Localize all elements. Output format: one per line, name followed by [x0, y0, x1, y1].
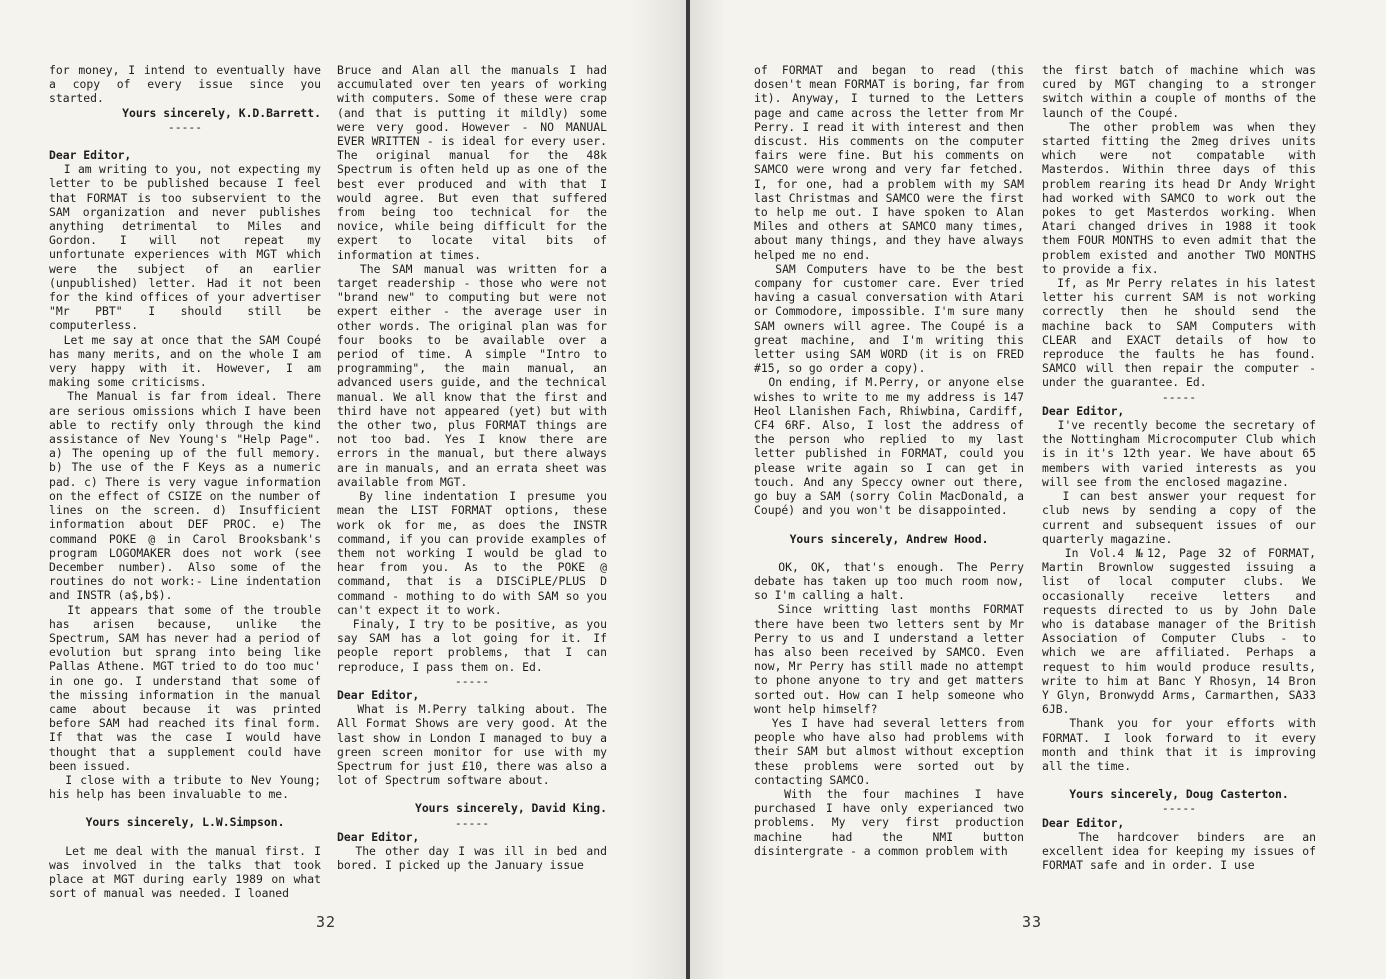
paragraph: Since writting last months FORMAT there have been two letters sent by Mr Perry to us and I understand a letter has also been received by SAMCO. Even now, Mr Perry has still made no attempt to phone anyone to try and get matters sorted out. How can I help someone who wont help himself? — [754, 602, 1024, 716]
signature: Yours sincerely, K.D.Barrett. — [122, 105, 321, 120]
salutation: Dear Editor, — [337, 687, 420, 702]
spacer — [754, 518, 1024, 532]
paragraph: In Vol.4 №12, Page 32 of FORMAT, Martin Brownlow suggested issuing a list of local computer clubs. We occasionally receive letters and requests directed to us by John Dale who is database manager of the British Association of Computer Clubs - to which we are affiliated. Perhaps a request to him would produce results, write to him at Banc Y Rhosyn, 14 Bron Y Glyn, Bronwydd Arms, Carmarthen, SA33 6JB. — [1042, 545, 1316, 717]
paragraph: With the four machines I have purchased I have only experianced two problems. My very first production machine had the NMI button disintergrate - a common problem with — [754, 786, 1024, 858]
spacer — [337, 787, 607, 801]
page32-column-1 — [49, 63, 321, 900]
paragraph: What is M.Perry talking about. The All Format Shows are very good. At the last show in London I managed to buy a green screen monitor for use with my Spectrum for just £10, there was also a lot of Spectrum software about. — [337, 702, 607, 788]
right-page — [690, 0, 1386, 979]
paragraph: I close with a tribute to Nev Young; his help has been invaluable to me. — [49, 772, 321, 802]
paragraph: The other problem was when they started fitting the 2meg drives units which were not compatable with Masterdos. Within three days of this problem rearing its head Dr Andy Wright had worked with SAMCO to work out the pokes to get Masterdos working. When Atari changed drives in 1988 it took them FOUR MONTHS to even admit that the problem existed and another TWO MONTHS to provide a fix. — [1042, 119, 1316, 276]
paragraph: By line indentation I presume you mean the LIST FORMAT options, these work ok for me, as does the INSTR command, if you can provide examples of them not working I would be glad to hear from you. As to the POKE @ command, that is a DISCiPLE/PLUS D command - mothing to do with SAM so you can't expect it to work. — [337, 489, 607, 617]
page-number-32: 32 — [316, 913, 337, 931]
spacer — [1042, 773, 1316, 787]
paragraph: OK, OK, that's enough. The Perry debate has taken up too much room now, so I'm calling a halt. — [754, 559, 1024, 603]
paragraph: It appears that some of the trouble has arisen because, unlike the Spectrum, SAM has never had a period of evolution but sprang into being like Pallas Athene. MGT tried to do too muc' in one go. I understand that some of the missing information in the manual came about because it was printed before SAM had reached its final form. If that was the case I would have thought that a supplement could have been issued. — [49, 602, 321, 773]
separator-rule: ----- — [1161, 389, 1197, 404]
paragraph: Bruce and Alan all the manuals I had accumulated over ten years of working with computers. Some of these were crap (and that is putting it mildly) some were very good. However - NO MANUAL EVER WRITTEN - is ideal for every user. The original manual for the 48k Spectrum is often held up as one of the best ever produced and with that I would agree. But even that suffered from being too technical for the novice, while being difficult for the expert to locate vital bits of information at times. — [337, 63, 607, 262]
page33-column-2 — [1042, 63, 1316, 872]
paragraph: The SAM manual was written for a target readership - those who were not "brand new" to computing but were not expert either - the average user in other words. The original plan was for four books to be available over a period of time. A simple "Intro to programming", the main manual, an advanced users guide, and the technical manual. We all know that the first and third have not appeared (yet) but with the other two, plus FORMAT things are not too bad. Yes I know there are errors in the manual, but there always are in manuals, and an errata sheet was available from MGT. — [337, 261, 607, 489]
paragraph: Thank you for your efforts with FORMAT. I look forward to it every month and think that it is improving all the time. — [1042, 716, 1316, 773]
left-page — [0, 0, 686, 979]
paragraph: Let me deal with the manual first. I was involved in the talks that took place at MGT during early 1989 on what sort of manual was needed. I loaned — [49, 843, 321, 901]
spacer — [49, 830, 321, 844]
signature: Yours sincerely, Doug Casterton. — [1069, 787, 1289, 802]
page33-column-1 — [754, 63, 1024, 858]
salutation: Dear Editor, — [1042, 815, 1125, 830]
separator-rule: ----- — [167, 119, 203, 134]
paragraph: The Manual is far from ideal. There are serious omissions which I have been able to rectify only through the kind assistance of Nev Young's "Help Page". a) The opening up of the full memory. b) The use of the F Keys as a numeric pad. c) There is very vague information on the effect of CSIZE on the number of lines on the screen. d) Insufficient information about DEF PROC. e) The command POKE @ in Carol Brooksbank's program LOGOMAKER does not work (see December number). Also some of the routines do not work:- Line indentation and INSTR (a$,b$). — [49, 389, 321, 603]
signature: Yours sincerely, L.W.Simpson. — [85, 815, 285, 830]
signature: Yours sincerely, David King. — [414, 801, 607, 816]
paragraph: for money, I intend to eventually have a copy of every issue since you started. — [49, 63, 321, 106]
separator-rule: ----- — [454, 673, 490, 688]
paragraph: If, as Mr Perry relates in his latest letter his current SAM is not working correctly then he should send the machine back to SAM Computers with CLEAR and EXACT details of how to reproduce the faults he has found. SAMCO will then repair the computer - under the guarantee. Ed. — [1042, 276, 1316, 390]
paragraph: I can best answer your request for club news by sending a copy of the current and subsequent issues of our quarterly magazine. — [1042, 489, 1316, 546]
paragraph: the first batch of machine which was cured by MGT changing to a stronger switch within a couple of months of the launch of the Coupé. — [1042, 63, 1316, 120]
paragraph: I am writing to you, not expecting my letter to be published because I feel that FORMAT is too subservient to the SAM organization and never publishes anything detrimental to Miles and Gordon. I will not repeat my unfortunate experiences with MGT which were the subject of an earlier (unpublished) letter. Had it not been for the kind offices of your advertiser "Mr PBT" I should still be computerless. — [49, 162, 321, 333]
paragraph: of FORMAT and began to read (this dosen't mean FORMAT is boring, far from it). Anyway, I turned to the Letters page and came across the letter from Mr Perry. I read it with interest and then discust. His comments on the computer fairs were fine. But his comments on SAMCO were wrong and very far fetched. I, for one, had a problem with my SAM last Christmas and SAMCO were the first to help me out. I have spoken to Alan Miles and others at SAMCO many times, about many things, and they have always helped me no end. — [754, 63, 1024, 262]
paragraph: Yes I have had several letters from people who have also had problems with their SAM but almost without exception these problems were sorted out by contacting SAMCO. — [754, 715, 1024, 787]
paragraph: Finaly, I try to be positive, as you say SAM has a lot going for it. If people report problems, that I can reproduce, I pass them on. Ed. — [337, 616, 607, 674]
paragraph: Let me say at once that the SAM Coupé has many merits, and on the whole I am very happy with it. However, I am making some criticisms. — [49, 332, 321, 390]
spacer — [49, 801, 321, 815]
salutation: Dear Editor, — [337, 829, 420, 844]
signature: Yours sincerely, Andrew Hood. — [789, 531, 989, 546]
paragraph: The hardcover binders are an excellent idea for keeping my issues of FORMAT safe and in order. I use — [1042, 829, 1316, 873]
page-number-33: 33 — [1022, 913, 1043, 931]
separator-rule: ----- — [1161, 801, 1197, 816]
spacer — [754, 546, 1024, 560]
paragraph: SAM Computers have to be the best company for customer care. Ever tried having a casual conversation with Atari or Commodore, impossible. I'm sure many SAM owners will agree. The Coupé is a great machine, and I'm writing this letter using SAM WORD (it is on FRED #15, so go order a copy). — [754, 261, 1024, 376]
salutation: Dear Editor, — [1042, 403, 1125, 418]
separator-rule: ----- — [454, 815, 490, 830]
spacer — [49, 134, 321, 148]
paragraph: On ending, if M.Perry, or anyone else wishes to write to me my address is 147 Heol Llanishen Fach, Rhiwbina, Cardiff, CF4 6RF. Also, I lost the address of the person who replied to my last letter published in FORMAT, could you please write again so I can get in touch. And any Speccy owner out there, go buy a SAM (sorry Colin MacDonald, a Coupé) and you won't be disappointed. — [754, 375, 1024, 518]
paragraph: The other day I was ill in bed and bored. I picked up the January issue — [337, 843, 607, 873]
page32-column-2 — [337, 63, 607, 872]
paragraph: I've recently become the secretary of the Nottingham Microcomputer Club which is in it's 12th year. We have about 65 members with varied interests as you will see from the enclosed magazine. — [1042, 418, 1316, 489]
salutation: Dear Editor, — [49, 148, 132, 163]
